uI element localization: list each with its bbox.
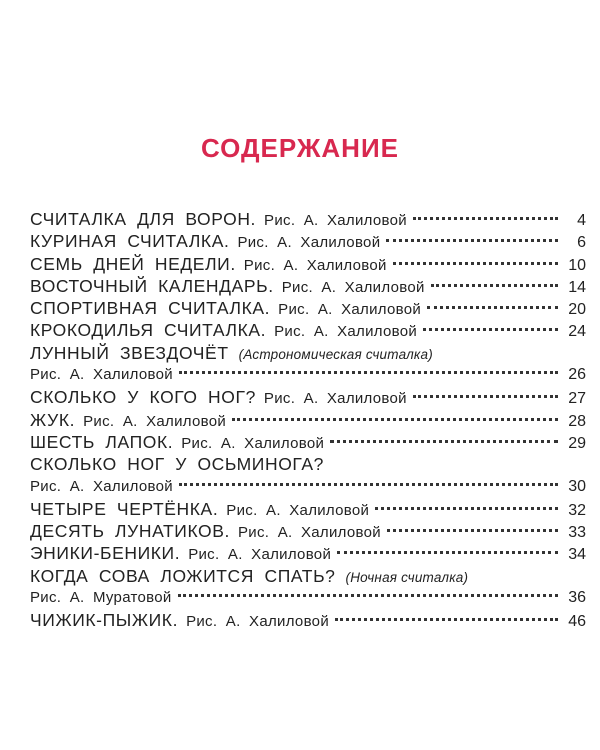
toc-entry-title: ВОСТОЧНЫЙ КАЛЕНДАРЬ.	[30, 275, 274, 296]
toc-entry	[30, 208, 586, 230]
toc-entry-page: 24	[568, 323, 586, 341]
dot-leader	[375, 507, 558, 510]
toc-entry-title: ЭНИКИ-БЕНИКИ.	[30, 543, 181, 564]
toc-entry-title: КРОКОДИЛЬЯ СЧИТАЛКА.	[30, 320, 267, 341]
toc-entry-page: 6	[577, 234, 586, 252]
toc-entry-subtitle: (Астрономическая считалка)	[238, 346, 433, 362]
toc-entry-title: СКОЛЬКО У КОГО НОГ?	[30, 387, 256, 408]
toc-entry-credit: Рис. А. Халиловой	[281, 278, 425, 296]
dot-leader	[427, 306, 558, 309]
toc-entry	[30, 431, 586, 453]
toc-entry-page: 34	[568, 546, 586, 564]
toc-entry	[30, 253, 586, 275]
toc-entry-page: 28	[568, 412, 586, 430]
toc-entry-title: КОГДА СОВА ЛОЖИТСЯ СПАТЬ?	[30, 565, 336, 586]
toc-entry-title: СЧИТАЛКА ДЛЯ ВОРОН.	[30, 209, 257, 229]
toc-entry-title: ЛУННЫЙ ЗВЕЗДОЧЁТ	[30, 342, 229, 363]
toc-entry-title: ЧЕТЫРЕ ЧЕРТЁНКА.	[30, 498, 219, 519]
toc-entry	[30, 386, 586, 408]
toc-entry-page: 29	[568, 434, 586, 452]
toc-entry-credit: Рис. А. Халиловой	[243, 256, 387, 274]
toc-entry-page: 20	[568, 301, 586, 319]
dot-leader	[179, 483, 558, 486]
toc-entry-title: ЧИЖИК-ПЫЖИК.	[30, 610, 179, 631]
table-of-contents	[30, 208, 586, 638]
toc-entry-credit: Рис. А. Халиловой	[237, 234, 381, 252]
toc-entry	[30, 453, 586, 498]
toc-entry-credit: Рис. А. Халиловой	[188, 546, 332, 564]
toc-entry-credit: Рис. А. Халиловой	[274, 323, 418, 341]
dot-leader	[423, 328, 558, 331]
toc-entry	[30, 409, 586, 431]
toc-entry-title: КУРИНАЯ СЧИТАЛКА.	[30, 231, 230, 252]
toc-entry-title: СПОРТИВНАЯ СЧИТАЛКА.	[30, 298, 271, 319]
toc-entry	[30, 297, 586, 319]
toc-entry-credit: Рис. А. Муратовой	[30, 589, 172, 607]
dot-leader	[179, 371, 558, 374]
toc-entry-title: СКОЛЬКО НОГ У ОСЬМИНОГА?	[30, 454, 324, 475]
page-title: СОДЕРЖАНИЕ	[201, 133, 399, 164]
toc-entry-title: ДЕСЯТЬ ЛУНАТИКОВ.	[30, 521, 230, 542]
toc-entry-credit: Рис. А. Халиловой	[226, 501, 370, 519]
toc-entry-credit: Рис. А. Халиловой	[238, 524, 381, 542]
toc-entry-page: 33	[568, 524, 586, 542]
toc-entry-page: 30	[568, 477, 586, 495]
toc-entry-page: 27	[568, 390, 586, 408]
toc-entry-credit: Рис. А. Халиловой	[181, 434, 325, 452]
toc-entry	[30, 542, 586, 564]
toc-entry-credit: Рис. А. Халиловой	[30, 366, 173, 384]
dot-leader	[393, 262, 558, 265]
toc-entry	[30, 565, 586, 610]
toc-entry-page: 46	[568, 613, 586, 631]
dot-leader	[337, 551, 558, 554]
dot-leader	[387, 529, 558, 532]
toc-entry	[30, 230, 586, 252]
toc-entry	[30, 275, 586, 297]
dot-leader	[330, 440, 558, 443]
toc-entry-credit: Рис. А. Халиловой	[186, 613, 329, 631]
dot-leader	[386, 239, 558, 242]
dot-leader	[413, 395, 558, 398]
toc-entry-credit: Рис. А. Халиловой	[30, 477, 173, 495]
toc-entry-credit: Рис. А. Халиловой	[278, 301, 422, 319]
toc-entry	[30, 520, 586, 542]
toc-entry-page: 26	[568, 366, 586, 384]
toc-entry-title: ШЕСТЬ ЛАПОК.	[30, 431, 174, 452]
toc-entry-title: ЖУК.	[30, 409, 76, 430]
toc-entry	[30, 319, 586, 341]
dot-leader	[413, 217, 558, 220]
dot-leader	[232, 418, 558, 421]
toc-entry-page: 10	[568, 256, 586, 274]
toc-entry-title: СЕМЬ ДНЕЙ НЕДЕЛИ.	[30, 253, 236, 274]
toc-entry-credit: Рис. А. Халиловой	[83, 412, 227, 430]
toc-entry-page: 4	[577, 212, 586, 229]
dot-leader	[335, 618, 558, 621]
toc-entry	[30, 498, 586, 520]
toc-entry-credit: Рис. А. Халиловой	[263, 390, 407, 408]
toc-entry-page: 14	[568, 278, 586, 296]
toc-entry-credit: Рис. А. Халиловой	[264, 212, 407, 229]
toc-entry-page: 36	[568, 589, 586, 607]
toc-entry-subtitle: (Ночная считалка)	[345, 569, 469, 585]
toc-entry	[30, 609, 586, 631]
dot-leader	[178, 594, 558, 597]
dot-leader	[431, 284, 558, 287]
toc-entry	[30, 342, 586, 387]
toc-entry-page: 32	[568, 501, 586, 519]
